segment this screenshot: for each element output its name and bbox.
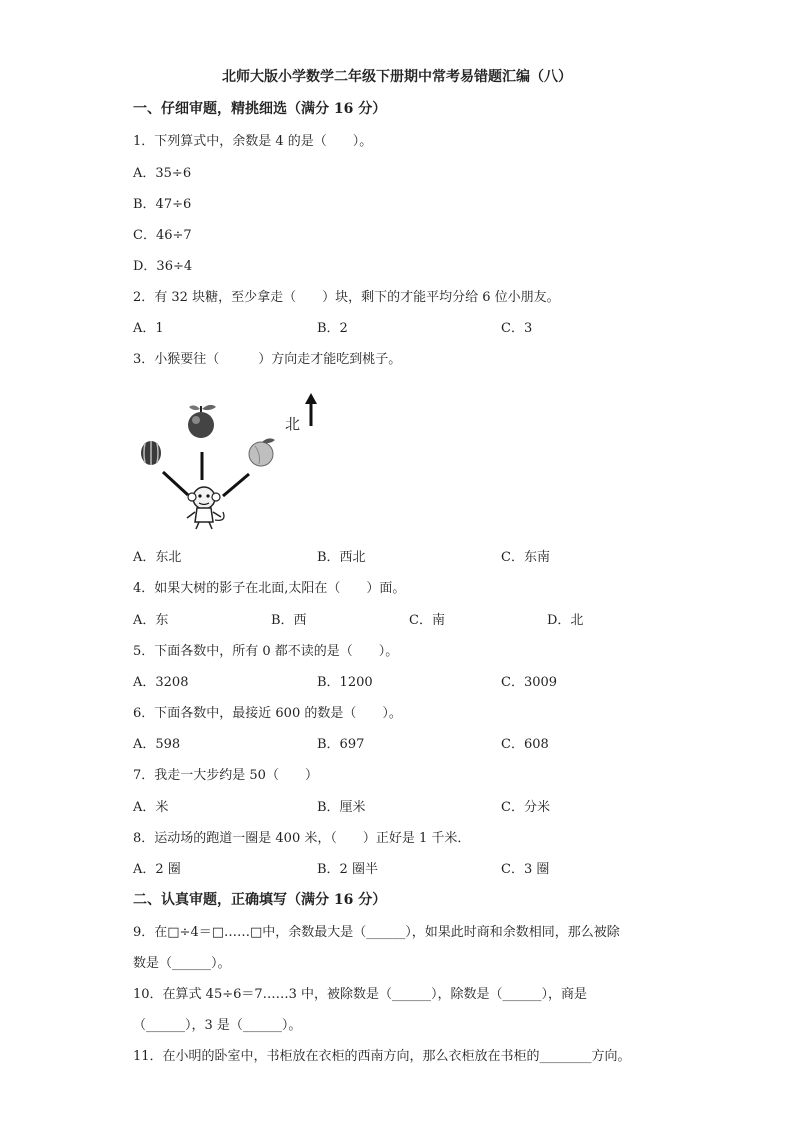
page-title: 北师大版小学数学二年级下册期中常考易错题汇编（八） xyxy=(222,69,572,85)
question-10-line-1: 10．在算式 45÷6＝7……3 中，被除数是（______），除数是（______），商是 xyxy=(133,987,588,1002)
q3-option-a: A．东北 xyxy=(133,550,182,565)
q8-option-b: B．2 圈半 xyxy=(317,862,378,877)
question-5: 5．下面各数中，所有 0 都不读的是（ ）。 xyxy=(133,644,399,659)
q5-option-a: A．3208 xyxy=(133,675,189,690)
monkey-icon xyxy=(187,487,224,529)
q1-option-a: A．35÷6 xyxy=(133,166,192,181)
question-1: 1．下列算式中，余数是 4 的是（ ）。 xyxy=(133,134,373,149)
section-heading-1: 一、仔细审题，精挑细选（满分 16 分） xyxy=(133,101,387,117)
q5-option-b: B．1200 xyxy=(317,675,373,690)
q2-option-b: B．2 xyxy=(317,321,348,336)
q4-option-c: C．南 xyxy=(409,613,445,628)
q4-option-a: A．东 xyxy=(133,613,169,628)
apple-icon xyxy=(188,405,216,438)
question-7: 7．我走一大步约是 50（ ） xyxy=(133,768,318,783)
north-arrow-icon xyxy=(305,393,317,426)
question-3: 3．小猴要往（ ）方向走才能吃到桃子。 xyxy=(133,352,402,367)
q4-option-b: B．西 xyxy=(271,613,307,628)
section-heading-2: 二、认真审题，正确填写（满分 16 分） xyxy=(133,892,387,908)
q6-option-a: A．598 xyxy=(133,737,181,752)
q7-option-b: B．厘米 xyxy=(317,800,366,815)
q3-option-b: B．西北 xyxy=(317,550,366,565)
question-9-line-1: 9．在□÷4＝□……□中，余数最大是（______），如果此时商和余数相同，那么被除 xyxy=(133,925,620,940)
q1-option-b: B．47÷6 xyxy=(133,197,192,212)
peach-icon xyxy=(249,438,275,466)
question-6: 6．下面各数中，最接近 600 的数是（ ）。 xyxy=(133,706,402,721)
question-11: 11．在小明的卧室中，书柜放在衣柜的西南方向，那么衣柜放在书柜的________方向。 xyxy=(133,1049,631,1064)
q7-option-c: C．分米 xyxy=(501,800,550,815)
question-2: 2．有 32 块糖，至少拿走（ ）块，剩下的才能平均分给 6 位小朋友。 xyxy=(133,290,560,305)
q8-option-c: C．3 圈 xyxy=(501,862,550,877)
q1-option-d: D．36÷4 xyxy=(133,259,193,274)
question-10-line-2: （______），3 是（______）。 xyxy=(133,1018,302,1033)
q6-option-c: C．608 xyxy=(501,737,549,752)
question-9-line-2: 数是（______）。 xyxy=(133,956,231,971)
monkey-direction-figure xyxy=(133,390,333,535)
north-label: 北 xyxy=(285,415,301,433)
q4-option-d: D．北 xyxy=(547,613,584,628)
question-4: 4．如果大树的影子在北面,太阳在（ ）面。 xyxy=(133,581,406,596)
question-8: 8．运动场的跑道一圈是 400 米，（ ）正好是 1 千米． xyxy=(133,831,471,846)
q2-option-c: C．3 xyxy=(501,321,533,336)
q8-option-a: A．2 圈 xyxy=(133,862,181,877)
q5-option-c: C．3009 xyxy=(501,675,558,690)
q3-option-c: C．东南 xyxy=(501,550,550,565)
q7-option-a: A．米 xyxy=(133,800,169,815)
q2-option-a: A．1 xyxy=(133,321,164,336)
q6-option-b: B．697 xyxy=(317,737,365,752)
watermelon-icon xyxy=(141,441,161,465)
q1-option-c: C．46÷7 xyxy=(133,228,192,243)
